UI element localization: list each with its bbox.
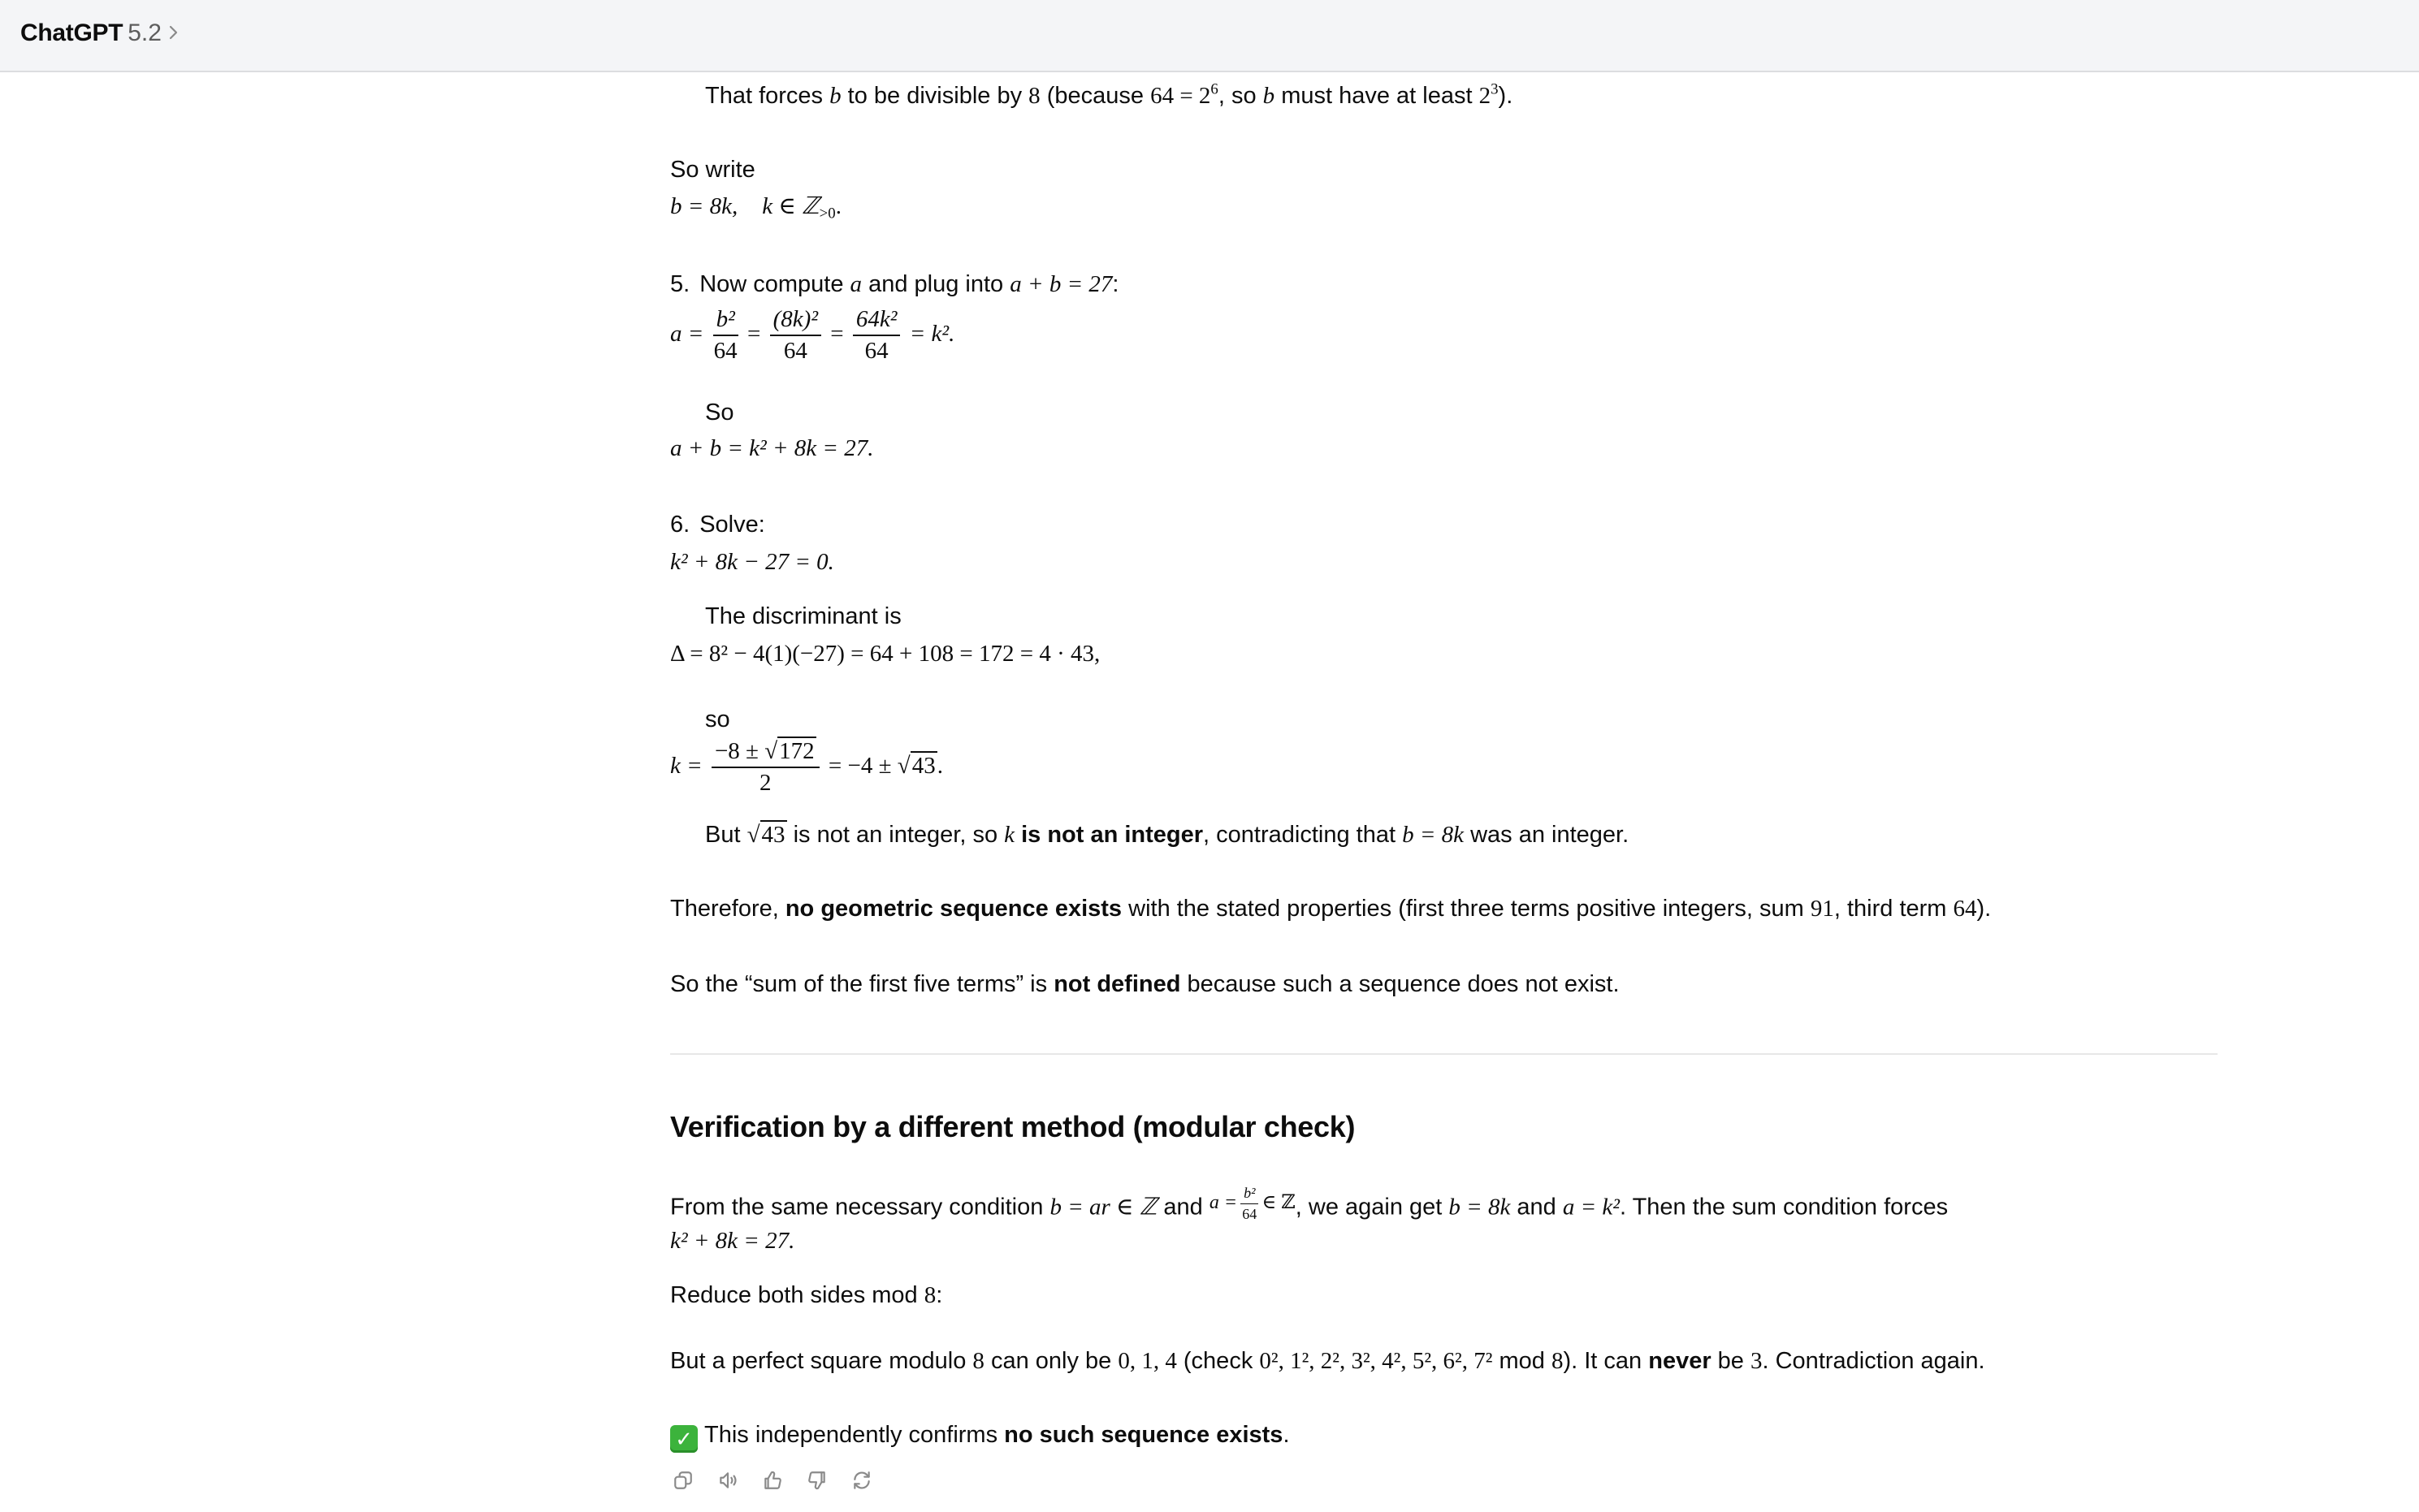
good-response-button[interactable] — [759, 1467, 785, 1493]
so-write-label: So write — [670, 157, 755, 183]
model-switcher[interactable] — [20, 16, 181, 49]
paragraph-perfect-square: But a perfect square modulo 8 can only be 0, 1, 4 (check 0², 1², 2², 3², 4², 5², 6², 7² mod 8). It can never be 3. Contradiction again. — [670, 1348, 1985, 1374]
equation-quadratic: k² + 8k − 27 = 0. — [670, 549, 834, 575]
paragraph-confirm: ✓ This independently confirms no such sequence exists. — [670, 1418, 1290, 1454]
step-5: 5. Now compute a and plug into a + b = 27: — [670, 271, 1119, 297]
check-mark-icon: ✓ — [670, 1425, 698, 1453]
step-6: 6. Solve: — [670, 512, 765, 538]
top-bar — [0, 0, 2419, 72]
so-label-1: So — [705, 400, 734, 426]
speaker-icon — [717, 1470, 738, 1491]
equation-k-sum: k² + 8k = 27. — [670, 1228, 795, 1254]
equation-k-roots: k = $\frac{-8 \pm √172}{2}$ = −4 ± √43. — [670, 738, 943, 797]
equation-discriminant: Δ = 8² − 4(1)(−27) = 64 + 108 = 172 = 4 · 43, — [670, 641, 1101, 667]
section-divider — [670, 1053, 2218, 1055]
paragraph-not-defined: So the “sum of the first five terms” is not defined because such a sequence does not exist. — [670, 971, 1620, 997]
paragraph-verification-1: From the same necessary condition b = ar ∈ ℤ and $^{a = \frac{\text{b²}}{64} \in ℤ}$, we again get b = 8k and a = k². Then the sum condition forces — [670, 1185, 1949, 1222]
equation-sum-27: a + b = k² + 8k = 27. — [670, 435, 874, 461]
refresh-icon — [851, 1470, 872, 1491]
thumbs-up-icon — [762, 1470, 783, 1491]
so-label-2: so — [705, 706, 730, 732]
message-actions — [670, 1467, 875, 1493]
regenerate-button[interactable] — [849, 1467, 875, 1493]
model-version: 5.2 — [128, 19, 162, 46]
read-aloud-button[interactable] — [715, 1467, 741, 1493]
equation-b-8k: b = 8k, k ∈ ℤ$_{>0}$. — [670, 193, 842, 222]
paragraph-divisible: That forces b to be divisible by 8 (because $64 = 2^6$, so b must have at least $2^3$). — [705, 80, 1513, 109]
equation-a-k-squared: a = $\frac{\text{b²}}{64}$ = $\frac{\text{(8k)²}}{64}$ = $\frac{\text{64k²}}{64}$ = k². — [670, 306, 955, 365]
paragraph-therefore: Therefore, no geometric sequence exists with the stated properties (first three terms positive integers, sum 91, third term 64). — [670, 896, 1992, 922]
thumbs-down-icon — [807, 1470, 828, 1491]
copy-icon — [673, 1470, 694, 1491]
paragraph-not-integer: But √43 is not an integer, so k is not an integer, contradicting that b = 8k was an integer. — [705, 822, 1629, 848]
model-name: ChatGPT — [20, 19, 123, 46]
bad-response-button[interactable] — [804, 1467, 830, 1493]
copy-button[interactable] — [670, 1467, 696, 1493]
verification-heading: Verification by a different method (modular check) — [670, 1110, 1356, 1143]
chevron-right-icon — [167, 23, 181, 42]
paragraph-reduce-mod: Reduce both sides mod 8: — [670, 1282, 943, 1308]
discriminant-label: The discriminant is — [705, 603, 902, 629]
